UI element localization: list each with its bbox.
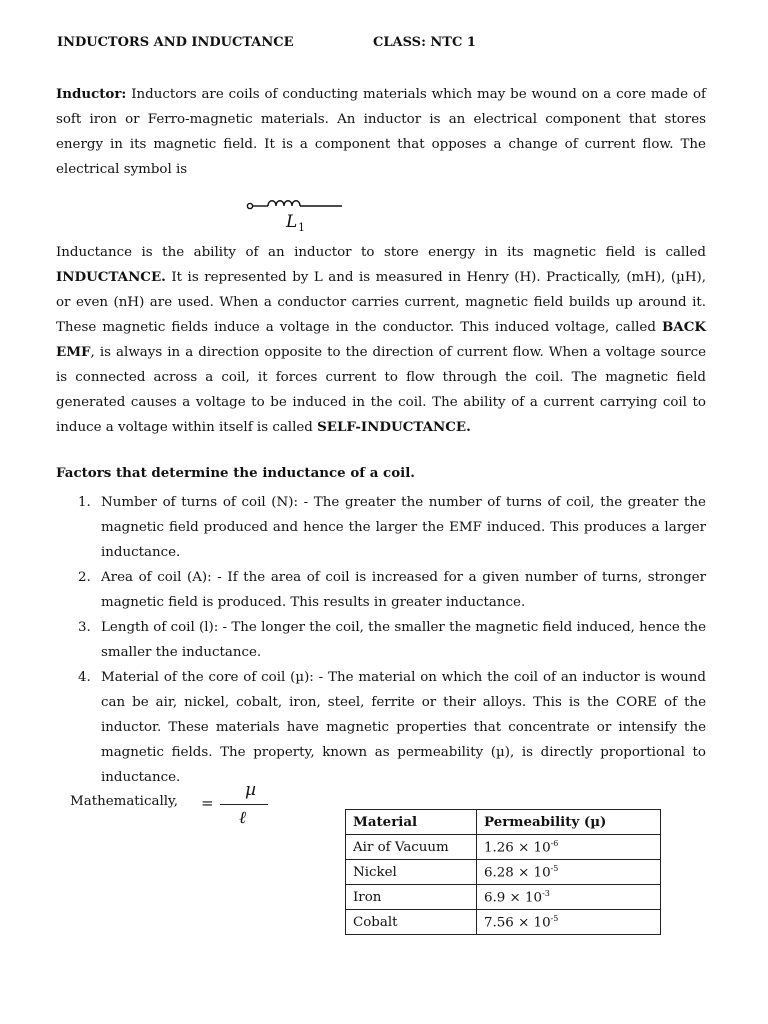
formula-equals: = [201,794,214,812]
material-cell: Nickel [346,860,477,885]
permeability-cell [477,860,661,885]
table-row [346,835,661,860]
permeability-exponent: -5 [550,913,559,923]
list-item-number: 4. [78,670,91,685]
document-title: INDUCTORS AND INDUCTANCE [57,35,294,50]
list-item-text: Material of the core of coil (µ): - The material on which the coil of an inductor is wound can be air, nickel, cobalt, iron, steel, ferrite or their alloys. This is the CORE of the inductor. These materials have magnetic properties that concentrate or intensify the magnetic fields. The property, known as permeability (µ), is directly proportional to inductance. [101,670,706,785]
factors-heading: Factors that determine the inductance of a coil. [56,465,415,481]
inductor-text: Inductors are coils of conducting materials which may be wound on a core made of soft iron or Ferro-magnetic materials. An inductor is an electrical component that stores energy in its magnetic field. It is a component that opposes a change of current flow. The electrical symbol is [56,87,706,177]
table-header-row [346,810,661,835]
permeability-base: 7.56 × 10 [484,915,551,931]
back-emf-term: BACK EMF [56,319,706,360]
factors-list [56,490,706,790]
permeability-cell [477,910,661,935]
list-item-text: Length of coil (l): - The longer the coil, the smaller the magnetic field induced, hence the smaller the inductance. [101,620,706,660]
inductor-term: Inductor: [56,86,127,102]
permeability-cell [477,835,661,860]
permeability-exponent: -6 [550,838,559,848]
list-item [56,665,706,790]
class-label: CLASS: NTC 1 [373,35,476,50]
permeability-base: 6.9 × 10 [484,890,543,906]
list-item [56,565,706,615]
column-header-permeability: Permeability (µ) [477,810,661,835]
permeability-exponent: -3 [542,888,550,898]
fraction-bar [220,804,268,805]
list-item [56,615,706,665]
inductance-term: INDUCTANCE. [56,269,166,285]
table-row [346,885,661,910]
inductance-text-3: , is always in a direction opposite to the direction of current flow. When a voltage source is connected across a coil, it forces current to flow through the coil. The magnetic field generated causes a voltage to be induced in the coil. The ability of a current carrying coil to induce a voltage within itself is called [56,345,706,435]
permeability-cell [477,885,661,910]
material-cell: Air of Vacuum [346,835,477,860]
list-item-text: Area of coil (A): - If the area of coil is increased for a given number of turns, stronger magnetic field is produced. This results in greater inductance. [101,570,706,610]
list-item-text: Number of turns of coil (N): - The greater the number of turns of coil, the greater the magnetic field produced and hence the larger the EMF induced. This produces a larger inductance. [101,495,706,560]
formula-label: Mathematically, [70,794,179,809]
permeability-base: 6.28 × 10 [484,865,551,881]
column-header-material: Material [346,810,477,835]
list-item-number: 2. [78,570,91,585]
permeability-base: 1.26 × 10 [484,840,551,856]
list-item-number: 3. [78,620,91,635]
formula-denominator: ℓ [239,808,247,828]
inductor-symbol-subscript: 1 [298,221,305,233]
material-cell: Iron [346,885,477,910]
inductor-symbol-label: L [286,212,298,232]
inductance-text-2: It is represented by L and is measured in Henry (H). Practically, (mH), (µH), or even (nH) are used. When a conductor carries current, magnetic field builds up around it. These magnetic fields induce a voltage in the conductor. This induced voltage, called [56,270,706,335]
list-item [56,490,706,565]
self-inductance-term: SELF-INDUCTANCE. [317,419,471,435]
permeability-table [345,809,661,935]
inductor-definition [56,82,706,182]
formula-numerator: µ [245,780,257,800]
inductor-symbol-icon [246,193,346,233]
inductance-text-1: Inductance is the ability of an inductor to store energy in its magnetic field is called [56,245,706,260]
table-row [346,910,661,935]
permeability-exponent: -5 [550,863,559,873]
inductance-paragraph [56,240,706,440]
document-header [57,35,476,50]
list-item-number: 1. [78,495,91,510]
material-cell: Cobalt [346,910,477,935]
table-row [346,860,661,885]
